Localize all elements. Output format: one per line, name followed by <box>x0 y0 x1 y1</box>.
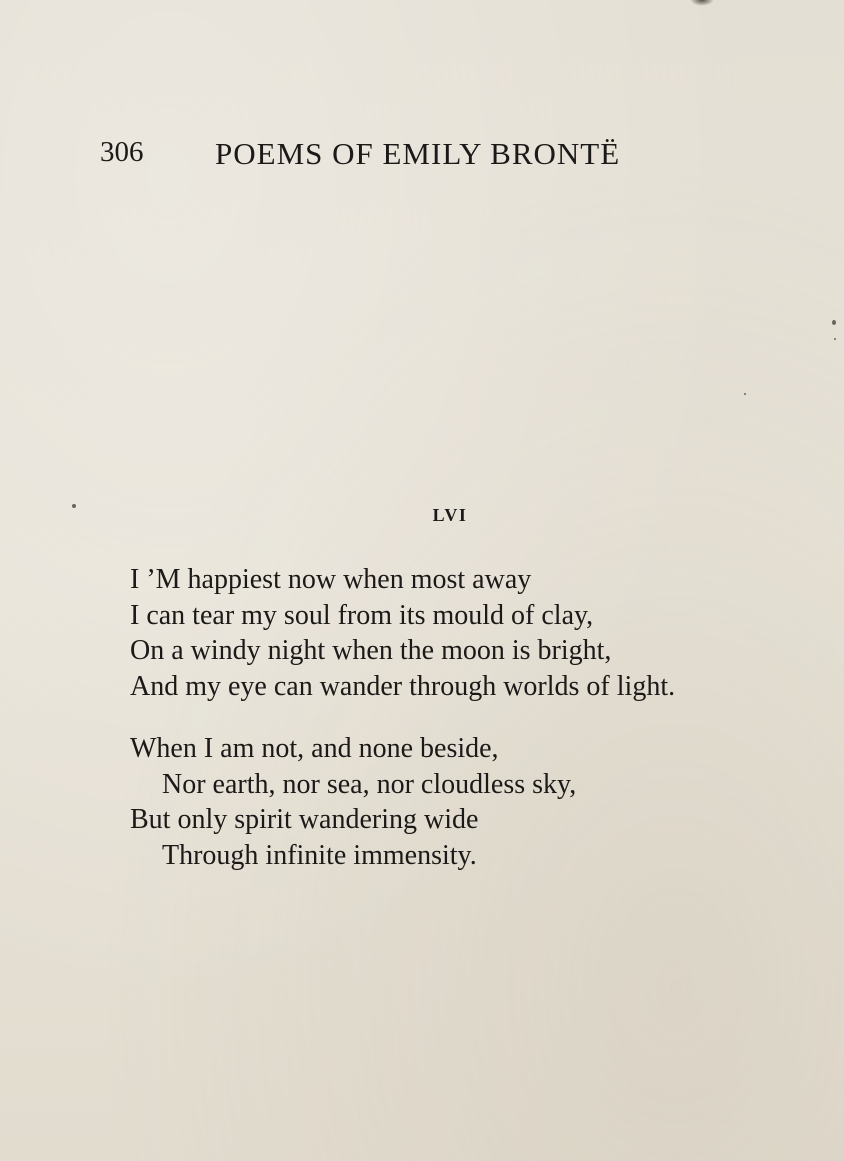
poem-line: And my eye can wander through worlds of light. <box>130 670 676 702</box>
paper-speck <box>832 320 836 325</box>
paper-speck <box>744 393 746 395</box>
stanza-1 <box>130 562 675 704</box>
paper-speck <box>834 338 836 340</box>
running-title: POEMS OF EMILY BRONTË <box>215 136 621 171</box>
poem-line: I ’M happiest now when most away <box>130 564 532 595</box>
poem-line: I can tear my soul from its mould of clay, <box>130 599 594 631</box>
stanza-2 <box>130 731 576 873</box>
poem-line: On a windy night when the moon is bright, <box>130 635 612 666</box>
page-number: 306 <box>100 136 144 168</box>
poem-line: Nor earth, nor sea, nor cloudless sky, <box>162 768 577 800</box>
poem-line: When I am not, and none beside, <box>130 733 499 764</box>
poem-line: But only spirit wandering wide <box>130 804 479 835</box>
poem-number: LVI <box>432 505 468 525</box>
poem-line: Through infinite immensity. <box>162 839 477 871</box>
running-head <box>100 136 720 176</box>
ink-blot <box>690 0 714 6</box>
